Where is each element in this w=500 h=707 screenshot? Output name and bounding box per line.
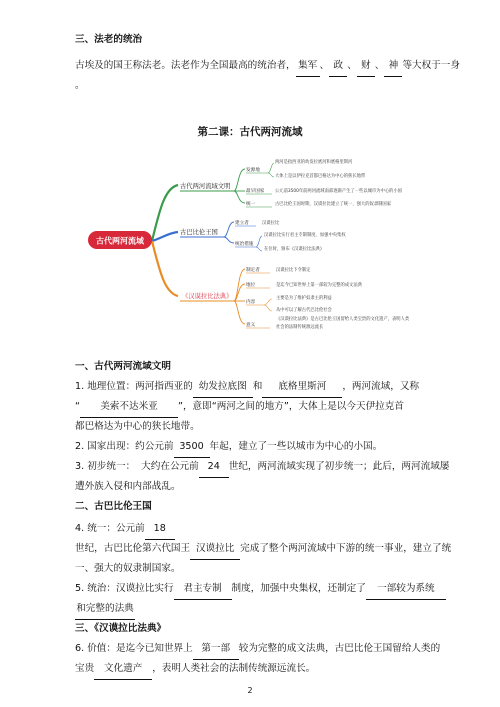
- blank-answer: 一部较为系统: [366, 579, 446, 600]
- section-heading-pharaoh: 三、法老的统治: [75, 34, 143, 45]
- mind-map-detail: 主要是为了维护奴隶主的利益: [276, 296, 332, 301]
- paragraph-geography-line1: 1. 地理位置：两河指西亚的 幼发拉底图 和 底格里斯河 ，两河流域，又称: [75, 377, 435, 398]
- mind-map-detail: 汉谟拉比: [262, 221, 280, 226]
- blank-answer: 底格里斯河: [262, 377, 342, 398]
- blank-answer: 政: [329, 56, 347, 77]
- mind-map-branch-code: 《汉谟拉比法典》: [182, 293, 233, 300]
- paragraph-rule-line2: [75, 599, 435, 620]
- paragraph-hammurabi-line1: 世纪，古巴比伦第六代国王 汉谟拉比 完成了整个两河流域中下游的统一事业，建立了统: [75, 539, 435, 560]
- paragraph-pharaoh-end: 。: [75, 80, 85, 91]
- mind-map-detail: 是迄今已知世界上第一部较为完整的成文法典: [276, 283, 362, 288]
- blank-answer: 神: [384, 56, 402, 77]
- blank-answer: 18: [145, 519, 175, 540]
- paragraph-value-line1: 6. 价值：是迄今已知世界上 第一部 较为完整的成文法典，古巴比伦王国留给人类的: [75, 639, 435, 660]
- paragraph-unify-18c: 4. 统一：公元前 18: [75, 519, 435, 540]
- mind-map-detail: 古巴比伦王国时期，汉谟拉比建立了统一、强大的奴隶制国家: [275, 202, 392, 207]
- blank-answer: 集军: [296, 56, 320, 77]
- paragraph-value-line2: 宝贵 文化遗产 ，表明人类社会的法制传统源远流长。: [75, 659, 435, 680]
- mind-map-detail: 汉谟拉比实行君主专制制度，加强中央集权: [264, 233, 346, 238]
- mind-map-detail: 汉谟拉比下令制定: [276, 268, 311, 273]
- paragraph-unification-line1: 3. 初步统一： 大约在公元前 24 世纪，两河流域实现了初步统一；此后，两河流域屡: [75, 457, 435, 478]
- mind-map-detail: 公元前3500年前两河流域南部逐渐产生了一些以城市为中心的小国: [275, 189, 402, 194]
- section-heading-babylon: 二、古巴比伦王国: [75, 501, 152, 512]
- paragraph-geography-line2: “ 美索不达米亚 ”，意即“两河之间的地方”，大体上是以今天伊拉克首: [75, 397, 435, 418]
- blank-answer: 财: [357, 56, 375, 77]
- mind-map-detail: 社会的法制传统源远流长: [276, 325, 324, 330]
- mind-map-label-status: 地位: [246, 283, 256, 288]
- mind-map-label-unification: 统一: [246, 202, 256, 207]
- blank-answer: 君主专制: [174, 579, 232, 600]
- paragraph-unification-line2: 遭外族入侵和内部战乱。: [75, 481, 181, 492]
- paragraph-rule-line1: 5. 统治：汉谟拉比实行 君主专制 制度，加强中央集权，还制定了 一部较为系统: [75, 579, 435, 600]
- mind-map-detail: 大体上是以伊拉克首都巴格达为中心的狭长地带: [275, 174, 366, 179]
- paragraph-state-emergence: 2. 国家出现：约公元前 3500 年起，建立了一些以城市为中心的小国。: [75, 437, 435, 458]
- paragraph-hammurabi-line2: 一、强大的奴隶制国家。: [75, 563, 181, 574]
- blank-answer: 24: [199, 457, 229, 478]
- mind-map-branch-babylon: 古巴比伦王国: [180, 229, 218, 236]
- section-heading-code: 三、《汉谟拉比法典》: [75, 623, 167, 634]
- paragraph-pharaoh: 古埃及的国王称法老。法老作为全国最高的统治者， 集军 、 政 、 财 、 神 等大权于一身: [75, 56, 435, 77]
- blank-answer: 汉谟拉比: [190, 539, 240, 560]
- mind-map-label-earliest-state: 最早国家: [246, 189, 265, 194]
- blank-answer: 文化遗产: [94, 659, 152, 680]
- mind-map: [0, 148, 500, 338]
- mind-map-label-significance: 意义: [246, 323, 256, 328]
- mind-map-detail: 从中可以了解古代巴比伦社会: [276, 308, 332, 313]
- blank-answer: 第一部: [193, 639, 239, 660]
- page-number: 2: [247, 686, 253, 695]
- blank-answer: 幼发拉底图: [193, 377, 253, 398]
- mind-map-branch-civilization: 古代两河流域文明: [180, 183, 231, 190]
- mind-map-detail: 两河是指西亚的幼发拉底河和底格里斯河: [275, 160, 353, 165]
- mind-map-label-origin: 发源地: [246, 168, 260, 173]
- blank-answer: 3500: [174, 437, 210, 458]
- paragraph-geography-line3: 都巴格达为中心的狭长地带。: [75, 421, 200, 432]
- blank-answer: 和完整的法典: [75, 599, 135, 620]
- mind-map-label-content: 内容: [246, 300, 256, 305]
- mind-map-detail: 《汉谟拉比法典》是古巴比伦王国留给人类宝贵的文化遗产，表明人类: [276, 317, 410, 322]
- mind-map-center-label: 古代两河流域: [96, 236, 144, 246]
- mind-map-detail: 在位时，颁布《汉谟拉比法典》: [264, 247, 325, 252]
- mind-map-label-maker: 制定者: [246, 268, 260, 273]
- section-heading-civilization: 一、古代两河流域文明: [75, 361, 171, 372]
- mind-map-label-founder: 建立者: [235, 221, 249, 226]
- mind-map-label-rule: 统治措施: [235, 242, 254, 247]
- lesson-title: 第二课：古代两河流域: [197, 126, 303, 138]
- blank-answer: 美索不达米亚: [80, 397, 178, 418]
